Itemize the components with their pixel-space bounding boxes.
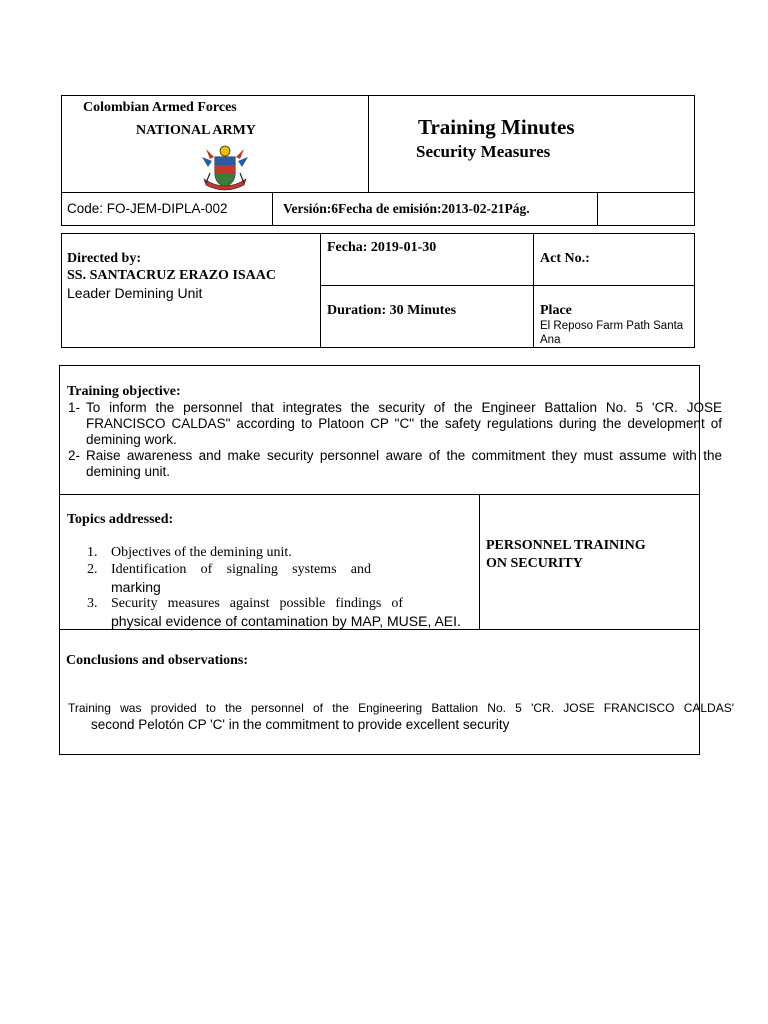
act-number-label: Act No.: [540,251,590,266]
training-theme-line: ON SECURITY [486,556,583,571]
header-divider [597,192,598,226]
topics-label: Topics addressed: [67,512,174,527]
version-line: Versión:6Fecha de emisión:2013-02-21Pág. [283,201,530,216]
topic-text: Security measures against possible findings of [111,596,403,611]
directed-by-role: Leader Demining Unit [67,285,203,301]
topic-number: 3. [87,596,98,611]
date-field: Fecha: 2019-01-30 [327,240,437,255]
conclusions-text-continued: second Pelotón CP 'C' in the commitment to provide excellent security [91,717,510,732]
document-subtitle: Security Measures [416,142,551,161]
content-divider [59,494,700,495]
objective-item [68,448,722,480]
army-crest-icon [200,143,250,193]
army-name: NATIONAL ARMY [136,123,256,138]
objective-item-number: 2- [68,448,81,463]
training-theme [486,537,646,573]
topic-text: Identification of signaling systems and [111,562,371,577]
training-theme-line: PERSONNEL TRAINING [486,538,646,553]
header-divider [368,95,369,192]
place-value: El Reposo Farm Path Santa Ana [540,320,684,346]
topic-text-continued: physical evidence of contamination by MAP, MUSE, AEI. [111,613,461,629]
objective-item-number: 1- [68,400,81,415]
directed-by-name: SS. SANTACRUZ ERAZO ISAAC [67,268,277,283]
objective-item-text: To inform the personnel that integrates the security of the Engineer Battalion No. 5 'CR. JOSE FRANCISCO CALDAS" according to Platoon CP "C" the safety regulations during the development of demining work. [86,400,722,447]
content-divider [479,494,480,629]
topic-number: 1. [87,545,98,560]
topic-number: 2. [87,562,98,577]
objective-item [68,400,722,448]
topic-text-continued: marking [111,579,161,595]
document-title: Training Minutes [418,115,575,139]
conclusions-label: Conclusions and observations: [66,653,249,668]
meta-divider [320,285,695,286]
header-divider [61,192,695,193]
duration-field: Duration: 30 Minutes [327,303,457,318]
objective-label: Training objective: [67,384,181,399]
objective-item-text: Raise awareness and make security personnel aware of the commitment they must assume with the demining unit. [86,448,722,479]
organization-name: Colombian Armed Forces [83,100,237,115]
content-divider [59,629,700,630]
meta-divider [533,233,534,348]
topic-text: Objectives of the demining unit. [111,545,292,560]
conclusions-text: Training was provided to the personnel of the Engineering Battalion No. 5 'CR. JOSE FRANCISCO CALDAS' [68,701,734,715]
place-label: Place [540,303,572,318]
document-code: Code: FO-JEM-DIPLA-002 [67,201,228,216]
meta-divider [320,233,321,348]
header-divider [272,192,273,226]
directed-by-label: Directed by: [67,251,141,266]
